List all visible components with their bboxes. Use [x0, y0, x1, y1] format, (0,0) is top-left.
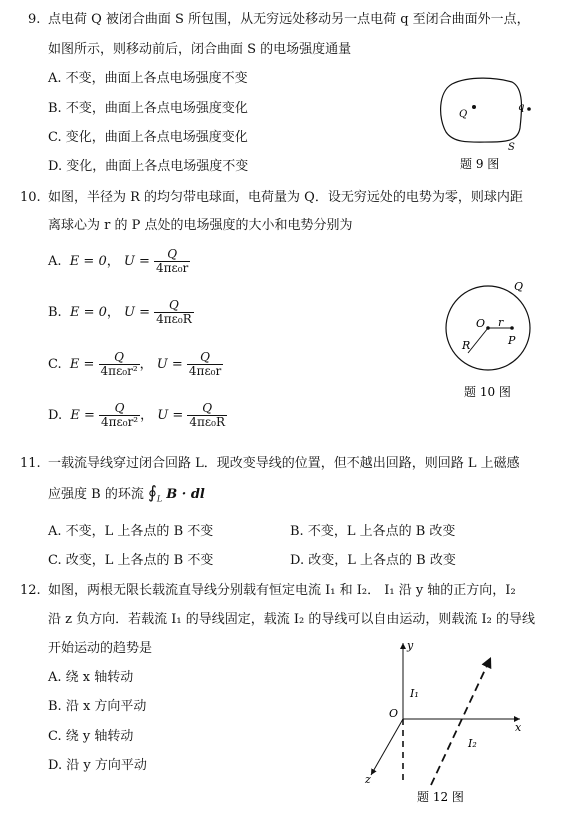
q9-option-b: B. 不变，曲面上各点电场强度变化 — [48, 101, 248, 116]
q11-stem-line1: 一载流导线穿过闭合回路 L．现改变导线的位置，但不越出回路，则回路 L 上磁感 — [48, 456, 520, 471]
label-r: r — [498, 316, 504, 329]
q11-option-c: C. 改变，L 上各点的 B 不变 — [48, 553, 214, 568]
label-I2: I₂ — [468, 737, 477, 750]
point-P-dot — [510, 326, 514, 330]
q9-figure — [430, 70, 550, 180]
q9-caption: 题 9 图 — [460, 157, 500, 171]
q9-stem-line2: 如图所示，则移动前后，闭合曲面 S 的电场强度通量 — [48, 42, 352, 57]
q12-stem-line1: 如图，两根无限长载流直导线分别载有恒定电流 I₁ 和 I₂． I₁ 沿 y 轴的正方向，I₂ — [48, 583, 516, 598]
q11-option-a: A. 不变，L 上各点的 B 不变 — [48, 524, 214, 539]
q9-number: 9. — [28, 12, 41, 27]
q9-option-d: D. 变化，曲面上各点电场强度不变 — [48, 159, 249, 174]
q10-figure — [440, 278, 560, 403]
q10-stem-line1: 如图，半径为 R 的均匀带电球面，电荷量为 Q．设无穷远处的电势为零，则球内距 — [48, 190, 523, 205]
q11-option-b: B. 不变，L 上各点的 B 改变 — [290, 524, 456, 539]
q9-option-c: C. 变化，曲面上各点电场强度变化 — [48, 130, 248, 145]
q12-option-a: A. 绕 x 轴转动 — [48, 670, 134, 685]
q11-option-d: D. 改变，L 上各点的 B 改变 — [290, 553, 456, 568]
label-Q: Q — [459, 109, 468, 120]
charge-Q-dot — [472, 105, 476, 109]
label-Q: Q — [514, 280, 524, 293]
label-S: S — [508, 142, 515, 153]
label-O: O — [476, 317, 486, 330]
charge-q-dot — [527, 107, 531, 111]
label-I1: I₁ — [410, 687, 419, 700]
q12-caption: 题 12 图 — [417, 790, 464, 804]
wire-i2-dashed — [431, 657, 491, 785]
q12-option-d: D. 沿 y 方向平动 — [48, 758, 147, 773]
q9-option-a: A. 不变，曲面上各点电场强度不变 — [48, 71, 248, 86]
label-q: q — [518, 102, 525, 113]
q10-option-c: C. E = $\frac{Q}{\text{4πε₀r²}}$ ， U = $\frac{Q}{\text{4πε₀r}}$ — [48, 350, 222, 378]
label-x: x — [515, 721, 522, 734]
q10-caption: 题 10 图 — [464, 385, 511, 399]
label-O: O — [389, 707, 399, 720]
closed-surface-s — [441, 78, 525, 142]
q11-number: 11. — [20, 456, 41, 471]
q10-number: 10. — [20, 190, 41, 205]
q10-option-b: B. E = 0， U = $\frac{Q}{\text{4πε₀R}}$ — [48, 298, 192, 326]
label-y: y — [407, 639, 414, 652]
label-R: R — [462, 339, 471, 352]
label-P: P — [508, 334, 516, 347]
q10-stem-line2: 离球心为 r 的 P 点处的电场强度的大小和电势分别为 — [48, 218, 353, 233]
q10-option-a: A. E = 0， U = $\frac{Q}{\text{4πε₀r}}$ — [48, 247, 189, 275]
q11-stem-line2: 应强度 B 的环流 $∮_L$ B · dl — [48, 483, 205, 504]
q10-option-d: D. E = $\frac{Q}{\text{4πε₀r²}}$ ， U = $\frac{Q}{\text{4πε₀R}}$ — [48, 401, 225, 429]
q12-number: 12. — [20, 583, 41, 598]
radius-R-line — [468, 328, 488, 353]
q12-option-b: B. 沿 x 方向平动 — [48, 699, 147, 714]
q12-option-c: C. 绕 y 轴转动 — [48, 729, 134, 744]
q12-stem-line2: 沿 z 负方向．若载流 I₁ 的导线固定，载流 I₂ 的导线可以自由运动，则载流 I₂ 的导线 — [48, 612, 535, 627]
q12-figure — [355, 635, 535, 810]
label-z: z — [365, 773, 371, 786]
q9-stem-line1: 点电荷 Q 被闭合曲面 S 所包围，从无穷远处移动另一点电荷 q 至闭合曲面外一点， — [48, 12, 530, 27]
z-axis — [371, 719, 403, 775]
q12-stem-line3: 开始运动的趋势是 — [48, 641, 153, 656]
